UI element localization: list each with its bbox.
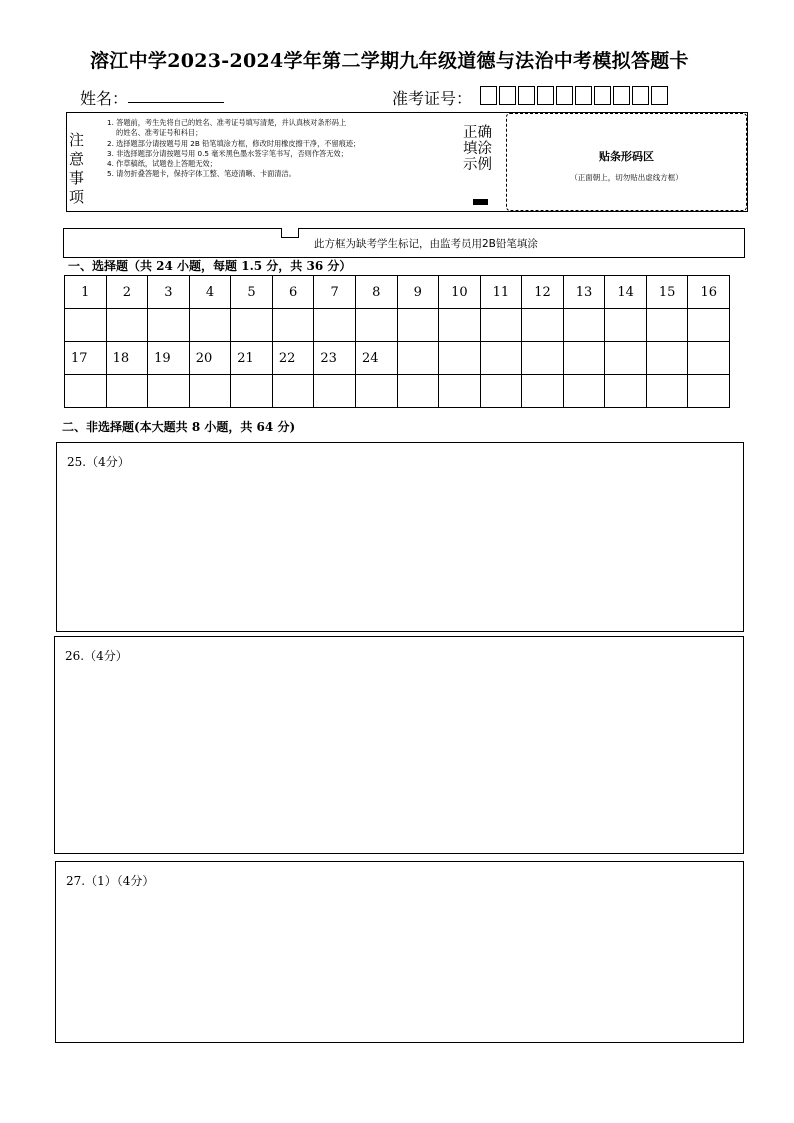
answer-cell[interactable]	[189, 375, 231, 408]
fill-example-label: 正确填涂示例	[463, 125, 492, 173]
notice-item: 4. 作草稿纸，试题卷上答题无效；	[107, 159, 217, 169]
answer-cell[interactable]	[355, 309, 397, 342]
question-label: 25.（4分）	[67, 455, 130, 469]
question-number-row	[65, 276, 730, 309]
choice-answer-grid	[64, 275, 730, 408]
page-title: 溶江中学2023-2024学年第二学期九年级道德与法治中考模拟答题卡	[90, 50, 689, 72]
barcode-note: （正面朝上，切勿贴出虚线方框）	[570, 173, 683, 182]
notice-list	[107, 118, 457, 180]
answer-cell[interactable]	[688, 375, 730, 408]
question-number-cell: 22	[272, 342, 314, 375]
answer-cell[interactable]	[148, 375, 190, 408]
notice-item: 3. 非选择题部分请按题号用 0.5 毫米黑色墨水签字笔书写，否则作答无效；	[107, 148, 348, 158]
exam-number-box[interactable]	[594, 86, 611, 105]
notice-heading: 注意事项	[69, 131, 85, 206]
question-number-cell: 3	[148, 276, 190, 309]
exam-number-box[interactable]	[651, 86, 668, 105]
question-number-cell: 1	[65, 276, 107, 309]
name-field[interactable]	[128, 102, 224, 103]
answer-cell[interactable]	[106, 375, 148, 408]
answer-cell[interactable]	[314, 375, 356, 408]
answer-cell[interactable]	[65, 375, 107, 408]
answer-cell[interactable]	[314, 309, 356, 342]
exam-number-box[interactable]	[556, 86, 573, 105]
question-number-cell	[646, 342, 688, 375]
section1-title: 一、选择题（共 24 小题，每题 1.5 分，共 36 分）	[68, 259, 352, 273]
answer-cell[interactable]	[65, 309, 107, 342]
answer-cell[interactable]	[605, 309, 647, 342]
exam-number-box[interactable]	[518, 86, 535, 105]
barcode-area	[506, 113, 747, 211]
answer-cell[interactable]	[646, 375, 688, 408]
question-number-cell: 9	[397, 276, 439, 309]
answer-cell[interactable]	[189, 309, 231, 342]
answer-box-26[interactable]	[54, 636, 744, 854]
fill-example-mark	[473, 199, 488, 205]
absent-instruction: 此方框为缺考学生标记，由监考员用2B铅笔填涂	[314, 238, 538, 250]
question-number-cell: 17	[65, 342, 107, 375]
absent-checkbox[interactable]	[281, 228, 299, 238]
question-number-cell: 7	[314, 276, 356, 309]
answer-cell[interactable]	[397, 309, 439, 342]
answer-cell[interactable]	[355, 375, 397, 408]
name-label: 姓名：	[80, 89, 129, 108]
question-number-cell	[563, 342, 605, 375]
exam-number-box[interactable]	[499, 86, 516, 105]
exam-number-box[interactable]	[480, 86, 497, 105]
barcode-title: 贴条形码区	[599, 150, 654, 163]
notice-item: 的姓名、准考证号和科目；	[116, 128, 203, 138]
question-number-cell: 24	[355, 342, 397, 375]
answer-cell[interactable]	[563, 309, 605, 342]
question-number-cell: 10	[439, 276, 481, 309]
question-number-cell	[480, 342, 522, 375]
answer-cell[interactable]	[272, 375, 314, 408]
question-number-cell: 6	[272, 276, 314, 309]
answer-cell[interactable]	[397, 375, 439, 408]
question-number-cell: 16	[688, 276, 730, 309]
question-number-cell: 19	[148, 342, 190, 375]
question-number-cell: 4	[189, 276, 231, 309]
question-number-cell: 5	[231, 276, 273, 309]
notice-item: 1. 答题前，考生先将自己的姓名、准考证号填写清楚，并认真核对条形码上	[107, 118, 347, 127]
answer-cell[interactable]	[480, 309, 522, 342]
answer-box-27[interactable]	[55, 861, 744, 1043]
question-number-cell: 11	[480, 276, 522, 309]
exam-number-box[interactable]	[632, 86, 649, 105]
notice-item: 5. 请勿折叠答题卡，保持字体工整、笔迹清晰、卡面清洁。	[107, 169, 296, 179]
question-number-cell: 12	[522, 276, 564, 309]
exam-number-box[interactable]	[613, 86, 630, 105]
exam-number-box[interactable]	[575, 86, 592, 105]
answer-cell[interactable]	[231, 375, 273, 408]
answer-cell[interactable]	[106, 309, 148, 342]
answer-row	[65, 309, 730, 342]
answer-cell[interactable]	[480, 375, 522, 408]
exam-number-label: 准考证号：	[392, 89, 473, 108]
absent-mark-panel	[63, 228, 745, 258]
question-number-cell: 13	[563, 276, 605, 309]
question-number-cell: 14	[605, 276, 647, 309]
notice-panel	[66, 112, 748, 212]
answer-cell[interactable]	[563, 375, 605, 408]
question-number-cell	[688, 342, 730, 375]
question-number-cell: 20	[189, 342, 231, 375]
question-number-cell	[397, 342, 439, 375]
answer-cell[interactable]	[148, 309, 190, 342]
section2-title: 二、非选择题(本大题共 8 小题，共 64 分)	[62, 420, 296, 434]
answer-cell[interactable]	[522, 309, 564, 342]
answer-cell[interactable]	[646, 309, 688, 342]
notice-item: 2. 选择题部分请按题号用 2B 铅笔填涂方框，修改时用橡皮擦干净，不留痕迹；	[107, 138, 361, 148]
answer-cell[interactable]	[522, 375, 564, 408]
answer-box-25[interactable]	[56, 442, 744, 632]
answer-cell[interactable]	[439, 375, 481, 408]
exam-number-boxes[interactable]	[480, 86, 668, 105]
question-number-cell: 18	[106, 342, 148, 375]
question-label: 26.（4分）	[65, 649, 128, 663]
question-number-cell: 23	[314, 342, 356, 375]
question-number-cell	[605, 342, 647, 375]
answer-cell[interactable]	[272, 309, 314, 342]
exam-number-box[interactable]	[537, 86, 554, 105]
answer-cell[interactable]	[439, 309, 481, 342]
question-number-row	[65, 342, 730, 375]
answer-cell[interactable]	[605, 375, 647, 408]
question-number-cell	[522, 342, 564, 375]
question-number-cell: 2	[106, 276, 148, 309]
answer-cell[interactable]	[688, 309, 730, 342]
answer-cell[interactable]	[231, 309, 273, 342]
answer-row	[65, 375, 730, 408]
question-number-cell: 21	[231, 342, 273, 375]
question-number-cell	[439, 342, 481, 375]
question-number-cell: 8	[355, 276, 397, 309]
question-number-cell: 15	[646, 276, 688, 309]
question-label: 27.（1）（4分）	[66, 874, 155, 888]
